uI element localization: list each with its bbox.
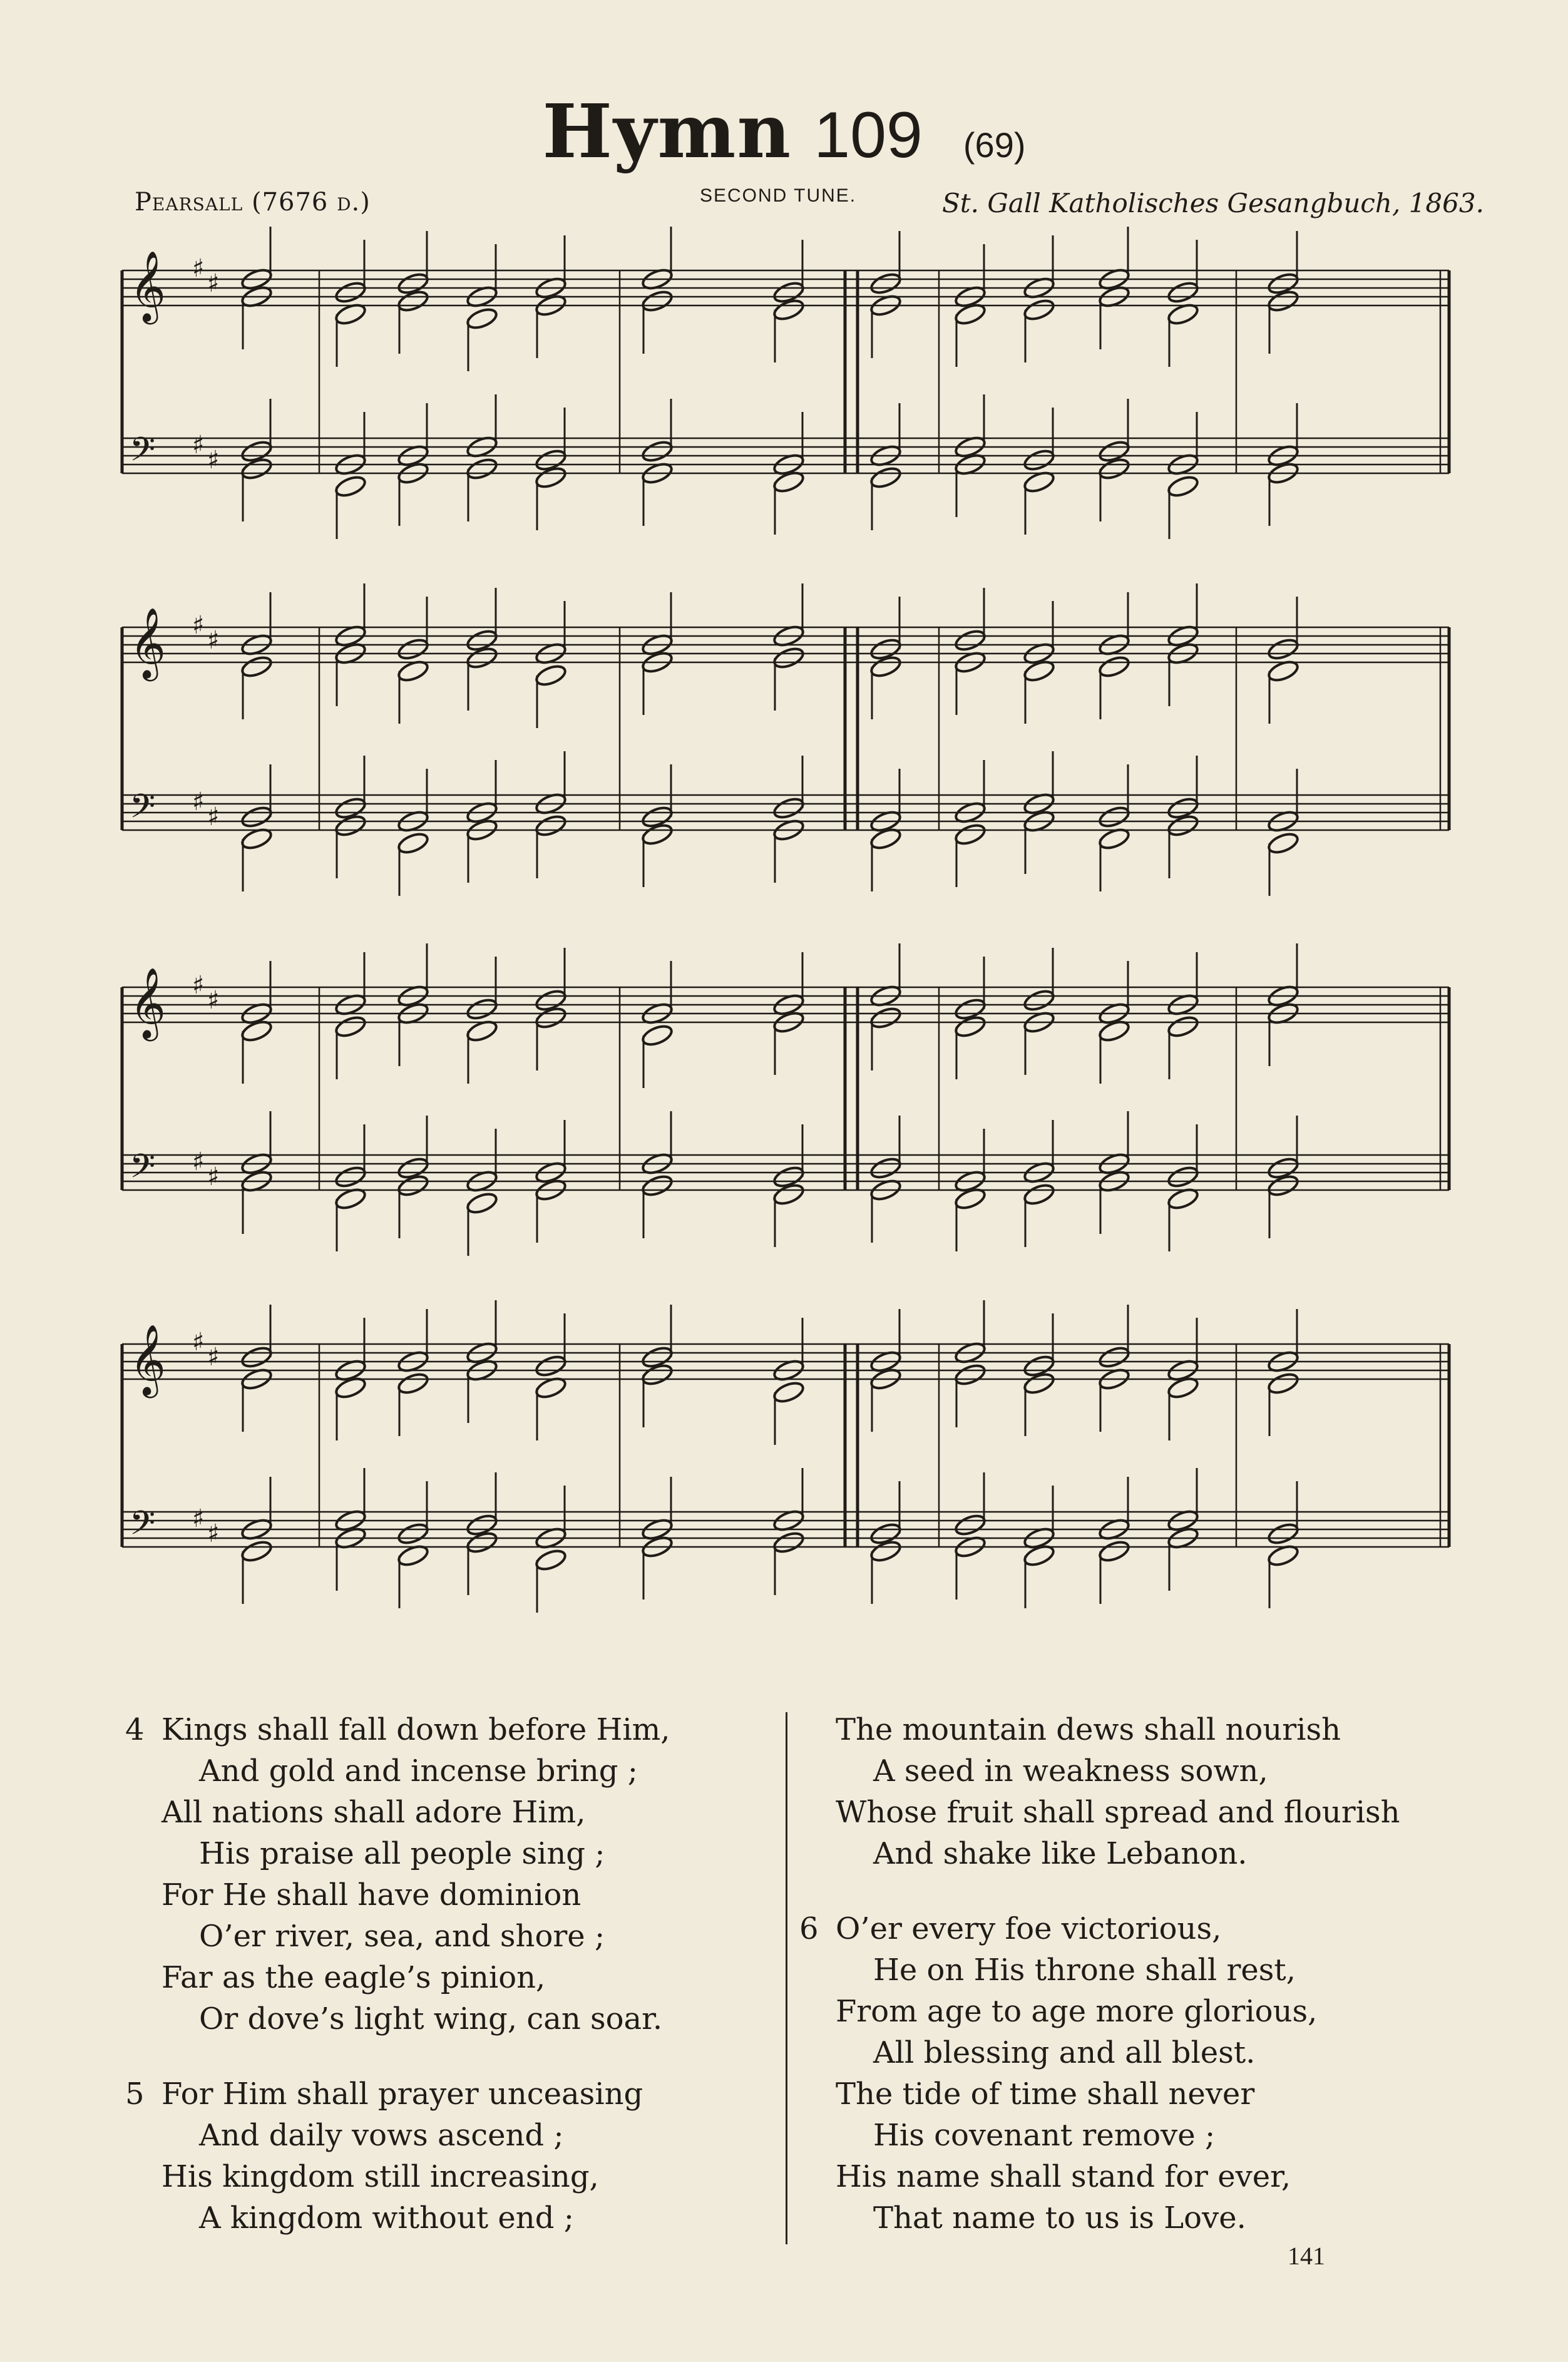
treble-clef-icon: 𝄞	[130, 250, 166, 322]
note-head	[465, 306, 498, 331]
note-head	[869, 1005, 902, 1030]
verse-line: 4 Kings shall fall down before Him,	[161, 1709, 670, 1750]
note-head	[396, 1371, 429, 1396]
note-head	[772, 1530, 805, 1555]
bass-clef-icon: 𝄢	[130, 1504, 156, 1551]
hymn-title-word: Hymn	[542, 88, 792, 175]
note-head	[240, 1539, 273, 1564]
verse-line: He on His throne shall rest,	[873, 1953, 1296, 1988]
note-head	[1097, 1539, 1130, 1564]
note-head	[1166, 474, 1199, 499]
note-head	[534, 813, 567, 838]
verse-line: Or dove’s light wing, can soar.	[199, 2001, 663, 2036]
sharp-icon: ♯	[207, 1163, 220, 1191]
hymn-title	[0, 88, 1568, 175]
note-head	[465, 997, 498, 1022]
note-head	[953, 628, 986, 653]
treble-clef-icon: 𝄞	[130, 967, 166, 1039]
sharp-icon: ♯	[192, 1148, 205, 1176]
verse-line: The tide of time shall never	[836, 2077, 1255, 2112]
treble-clef-icon: 𝄞	[130, 607, 166, 679]
note-head	[465, 456, 498, 481]
verse-line: O’er river, sea, and shore ;	[199, 1919, 605, 1954]
verse-line: A kingdom without end ;	[199, 2200, 574, 2236]
sharp-icon: ♯	[207, 986, 220, 1015]
treble-clef-icon: 𝄞	[130, 1324, 166, 1395]
sharp-icon: ♯	[207, 446, 220, 475]
verse-line: Whose fruit shall spread and flourish	[836, 1795, 1400, 1830]
note-head	[334, 1014, 367, 1039]
verse-number: 5	[125, 2077, 145, 2112]
note-head	[1266, 1371, 1299, 1396]
verse-line: For He shall have dominion	[161, 1877, 582, 1913]
sharp-icon: ♯	[192, 611, 205, 640]
sharp-icon: ♯	[192, 431, 205, 460]
stanza-gap	[161, 2040, 670, 2073]
tune-label: SECOND TUNE.	[700, 185, 857, 206]
hymn-number: 109	[814, 99, 923, 172]
note-head	[772, 1380, 805, 1405]
verse-column-left	[125, 1709, 670, 2239]
note-head	[1266, 637, 1299, 662]
music-score	[113, 219, 1458, 1640]
verse-line: A seed in weakness sown,	[873, 1754, 1268, 1789]
note-head	[534, 663, 567, 688]
verse-line: His praise all people sing ;	[199, 1836, 605, 1871]
sharp-icon: ♯	[207, 1519, 220, 1548]
note-head	[1022, 1182, 1055, 1207]
sharp-icon: ♯	[207, 626, 220, 655]
note-head	[334, 1164, 367, 1189]
note-head	[869, 465, 902, 490]
sharp-icon: ♯	[192, 1504, 205, 1533]
sharp-icon: ♯	[207, 1343, 220, 1372]
note-head	[396, 831, 429, 856]
tune-source: St. Gall Katholisches Gesangbuch, 1863.	[942, 188, 1484, 218]
note-head	[1166, 280, 1199, 305]
hymn-alt-number: (69)	[963, 125, 1026, 165]
verse-line: 5 For Him shall prayer unceasing	[161, 2073, 670, 2115]
verse-line: All blessing and all blest.	[873, 2035, 1256, 2070]
bass-clef-icon: 𝄢	[130, 1148, 156, 1194]
note-head	[396, 1521, 429, 1546]
note-head	[240, 1345, 273, 1370]
note-head	[1022, 988, 1055, 1013]
note-head	[869, 1156, 902, 1181]
note-head	[465, 1191, 498, 1216]
sharp-icon: ♯	[192, 971, 205, 1000]
verse-line: And daily vows ascend ;	[199, 2118, 564, 2153]
column-divider	[786, 1712, 787, 2244]
note-head	[640, 289, 674, 314]
note-head	[953, 822, 986, 847]
tune-name: Pearsall (7676 d.)	[135, 188, 371, 217]
note-head	[1166, 1014, 1199, 1039]
note-head	[240, 654, 273, 679]
sharp-icon: ♯	[207, 269, 220, 298]
note-head	[640, 1023, 674, 1048]
note-head	[869, 271, 902, 296]
note-head	[1022, 448, 1055, 473]
page-number: 141	[1288, 2242, 1325, 2270]
verse-line: His name shall stand for ever,	[836, 2159, 1291, 2194]
verse-line: That name to us is Love.	[873, 2200, 1246, 2236]
bass-clef-icon: 𝄢	[130, 431, 156, 477]
note-head	[1266, 1521, 1299, 1546]
note-head	[953, 1512, 986, 1538]
note-head	[1097, 654, 1130, 679]
note-head	[640, 1173, 674, 1198]
note-head	[1166, 1164, 1199, 1189]
verse-line: 6 O’er every foe victorious,	[836, 1908, 1400, 1949]
verse-column-right	[799, 1709, 1400, 2239]
sharp-icon: ♯	[192, 254, 205, 283]
note-head	[1097, 804, 1130, 829]
sharp-icon: ♯	[207, 803, 220, 831]
note-head	[334, 474, 367, 499]
note-head	[334, 280, 367, 305]
note-head	[1022, 297, 1055, 322]
note-head	[953, 1362, 986, 1387]
verse-line: His covenant remove ;	[873, 2118, 1216, 2153]
verse-line: And gold and incense bring ;	[199, 1754, 638, 1789]
verse-line: All nations shall adore Him,	[161, 1795, 586, 1830]
verse-line: Far as the eagle’s pinion,	[161, 1960, 546, 1995]
note-head	[396, 637, 429, 662]
note-head	[772, 796, 805, 821]
verse-line: The mountain dews shall nourish	[836, 1712, 1341, 1747]
note-head	[772, 645, 805, 670]
sharp-icon: ♯	[192, 1328, 205, 1357]
note-head	[1266, 831, 1299, 856]
sharp-icon: ♯	[192, 788, 205, 816]
verse-number: 6	[799, 1911, 819, 1946]
bass-clef-icon: 𝄢	[130, 788, 156, 834]
note-head	[240, 804, 273, 829]
verse-line: His kingdom still increasing,	[161, 2159, 599, 2194]
note-head	[640, 439, 674, 464]
note-head	[534, 1548, 567, 1573]
verse-number: 4	[125, 1712, 145, 1747]
verse-line: And shake like Lebanon.	[873, 1836, 1248, 1871]
note-head	[534, 1353, 567, 1379]
stanza-gap	[836, 1874, 1400, 1908]
verse-line: From age to age more glorious,	[836, 1994, 1318, 2029]
note-head	[1097, 1345, 1130, 1370]
